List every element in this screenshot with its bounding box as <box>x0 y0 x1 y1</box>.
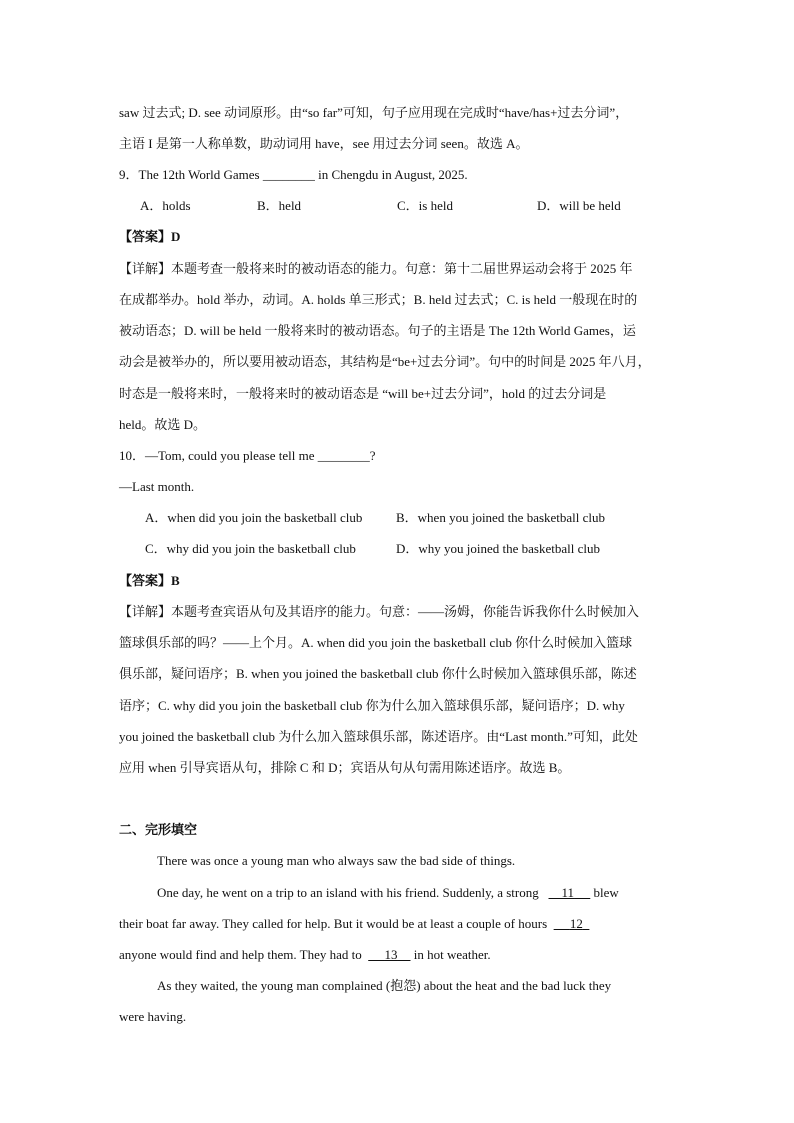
explanation-9-line-2: 在成都举办。hold 举办，动词。A. holds 单三形式；B. held 过去式；C. is held 一般现在时的 <box>119 292 638 307</box>
passage-line-1: There was once a young man who always saw the bad side of things. <box>157 853 516 868</box>
question-9: 9．The 12th World Games ________ in Chengdu in August, 2025. <box>119 167 468 182</box>
answer-10: 【答案】B <box>119 573 180 588</box>
blank-13-number: 13 <box>384 947 398 962</box>
passage-line-5: As they waited, the young man complained (抱怨) about the heat and the bad luck they <box>157 978 612 993</box>
passage-text: anyone would find and help them. They had to <box>119 947 365 962</box>
passage-line-2 <box>157 884 619 902</box>
blank-11[interactable] <box>549 884 591 902</box>
q10-option-c: C．why did you join the basketball club <box>145 541 356 556</box>
blank-12[interactable] <box>554 915 590 933</box>
blank-12-number: 12 <box>569 916 583 931</box>
explanation-10-line-4: 语序；C. why did you join the basketball club 你为什么加入篮球俱乐部，疑问语序；D. why <box>119 698 625 713</box>
section-heading: 二、完形填空 <box>119 822 198 837</box>
explanation-9-line-3: 被动语态；D. will be held 一般将来时的被动语态。句子的主语是 The 12th World Games，运 <box>119 323 636 338</box>
q10-option-a: A．when did you join the basketball club <box>145 510 363 525</box>
q10-option-b: B．when you joined the basketball club <box>396 510 606 525</box>
passage-text: blew <box>590 885 619 900</box>
question-10: 10．—Tom, could you please tell me ________? <box>119 448 376 463</box>
explanation-9-line-5: 时态是一般将来时，一般将来时的被动语态是 “will be+过去分词”，hold 的过去分词是 <box>119 386 607 401</box>
answer-9: 【答案】D <box>119 229 181 244</box>
question-10-reply: —Last month. <box>119 479 195 494</box>
passage-line-3 <box>119 915 589 933</box>
explanation-10-line-1: 【详解】本题考查宾语从句及其语序的能力。句意：——汤姆，你能告诉我你什么时候加入 <box>119 604 640 619</box>
q9-option-b: B．held <box>257 198 302 213</box>
passage-text: One day, he went on a trip to an island with his friend. Suddenly, a strong <box>157 885 542 900</box>
blank-11-number: 11 <box>561 885 575 900</box>
passage-text: their boat far away. They called for help. But it would be at least a couple of hours <box>119 916 551 931</box>
explanation-8-line-1: saw 过去式; D. see 动词原形。由“so far”可知，句子应用现在完成时“have/has+过去分词”， <box>119 105 629 120</box>
explanation-9-line-4: 动会是被举办的，所以要用被动语态，其结构是“be+过去分词”。句中的时间是 2025 年八月， <box>119 354 651 369</box>
explanation-10-line-2: 篮球俱乐部的吗？——上个月。A. when did you join the basketball club 你什么时候加入篮球 <box>119 635 633 650</box>
q9-option-d: D．will be held <box>537 198 621 213</box>
passage-line-4 <box>119 946 491 964</box>
explanation-10-line-6: 应用 when 引导宾语从句，排除 C 和 D；宾语从句从句需用陈述语序。故选 B。 <box>119 760 571 775</box>
q9-option-a: A．holds <box>140 198 191 213</box>
explanation-9-line-1: 【详解】本题考查一般将来时的被动语态的能力。句意：第十二届世界运动会将于 2025 年 <box>119 261 633 276</box>
explanation-9-line-6: held。故选 D。 <box>119 417 207 432</box>
explanation-8-line-2: 主语 I 是第一人称单数，助动词用 have，see 用过去分词 seen。故选 A。 <box>119 136 529 151</box>
passage-line-6: were having. <box>119 1009 187 1024</box>
q10-option-d: D．why you joined the basketball club <box>396 541 600 556</box>
q9-option-c: C．is held <box>397 198 453 213</box>
explanation-10-line-5: you joined the basketball club 为什么加入篮球俱乐部，陈述语序。由“Last month.”可知，此处 <box>119 729 638 744</box>
blank-13[interactable] <box>368 946 410 964</box>
passage-text: in hot weather. <box>410 947 491 962</box>
explanation-10-line-3: 俱乐部，疑问语序；B. when you joined the basketball club 你什么时候加入篮球俱乐部，陈述 <box>119 666 637 681</box>
